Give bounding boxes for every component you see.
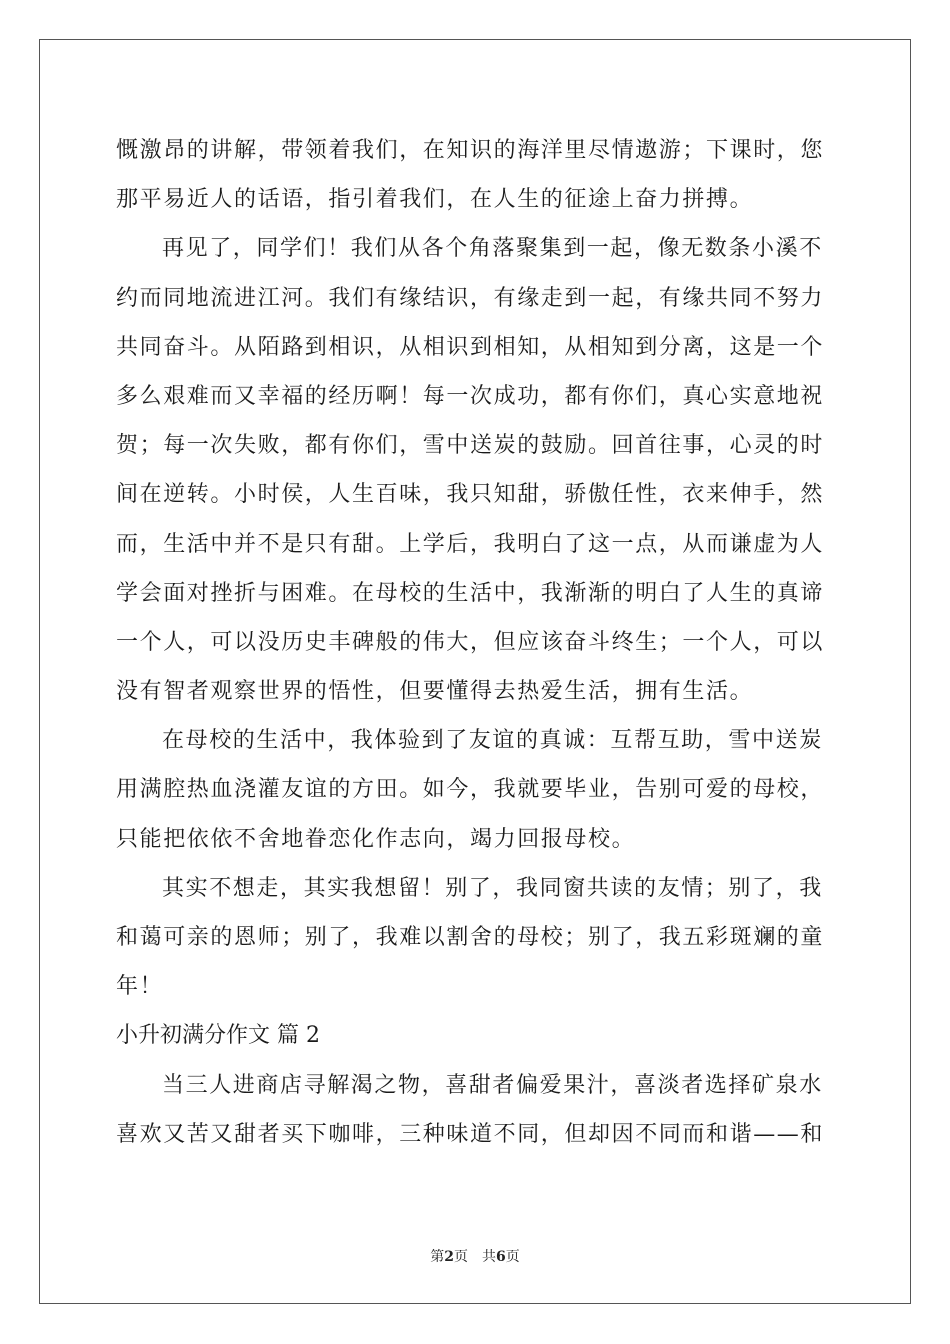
text-line: 共同奋斗。从陌路到相识，从相识到相知，从相知到分离，这是一个 — [116, 334, 825, 360]
text-line: 其实不想走，其实我想留！别了，我同窗共读的友情；别了，我 — [162, 875, 823, 901]
text-line: 一个人，可以没历史丰碑般的伟大，但应该奋斗终生；一个人，可以 — [116, 629, 825, 655]
paragraph-block — [116, 126, 836, 1011]
document-body — [116, 126, 836, 1159]
text-line: 没有智者观察世界的悟性，但要懂得去热爱生活，拥有生活。 — [116, 679, 754, 705]
text-line: 在母校的生活中，我体验到了友谊的真诚：互帮互助，雪中送炭 — [162, 728, 823, 754]
text-line: 而，生活中并不是只有甜。上学后，我明白了这一点，从而谦虚为人 — [116, 531, 825, 557]
paragraph-block-after — [116, 1061, 836, 1159]
text-line: 多么艰难而又幸福的经历啊！每一次成功，都有你们，真心实意地祝 — [116, 383, 825, 409]
text-line: 年！ — [116, 974, 164, 1000]
text-line: 约而同地流进江河。我们有缘结识，有缘走到一起，有缘共同不努力 — [116, 285, 825, 311]
footer-suffix: 页 — [505, 1249, 520, 1265]
text-line: 再见了，同学们！我们从各个角落聚集到一起，像无数条小溪不 — [162, 236, 823, 262]
text-line: 慨激昂的讲解，带领着我们，在知识的海洋里尽情遨游；下课时，您 — [116, 138, 825, 163]
text-line: 学会面对挫折与困难。在母校的生活中，我渐渐的明白了人生的真谛 — [116, 580, 825, 606]
footer-total-pages: 6 — [496, 1249, 506, 1265]
page-footer — [0, 1246, 950, 1266]
section-heading: 小升初满分作文 篇 2 — [116, 1023, 320, 1049]
footer-mid: 页 共 — [454, 1249, 496, 1265]
text-line: 那平易近人的话语，指引着我们，在人生的征途上奋力拼搏。 — [116, 187, 754, 213]
text-line: 只能把依依不舍地眷恋化作志向，竭力回报母校。 — [116, 826, 636, 852]
text-line: 喜欢又苦又甜者买下咖啡，三种味道不同，但却因不同而和谐——和 — [116, 1121, 825, 1147]
footer-prefix: 第 — [430, 1249, 445, 1265]
text-line: 间在逆转。小时侯，人生百味，我只知甜，骄傲任性，衣来伸手，然 — [116, 482, 825, 508]
text-line: 和蔼可亲的恩师；别了，我难以割舍的母校；别了，我五彩斑斓的童 — [116, 925, 825, 950]
text-line: 用满腔热血浇灌友谊的方田。如今，我就要毕业，告别可爱的母校， — [116, 777, 825, 803]
text-line: 当三人进商店寻解渴之物，喜甜者偏爱果汁，喜淡者选择矿泉水 — [162, 1072, 823, 1098]
footer-page-number: 2 — [444, 1249, 454, 1265]
text-line: 贺；每一次失败，都有你们，雪中送炭的鼓励。回首往事，心灵的时 — [116, 433, 825, 459]
